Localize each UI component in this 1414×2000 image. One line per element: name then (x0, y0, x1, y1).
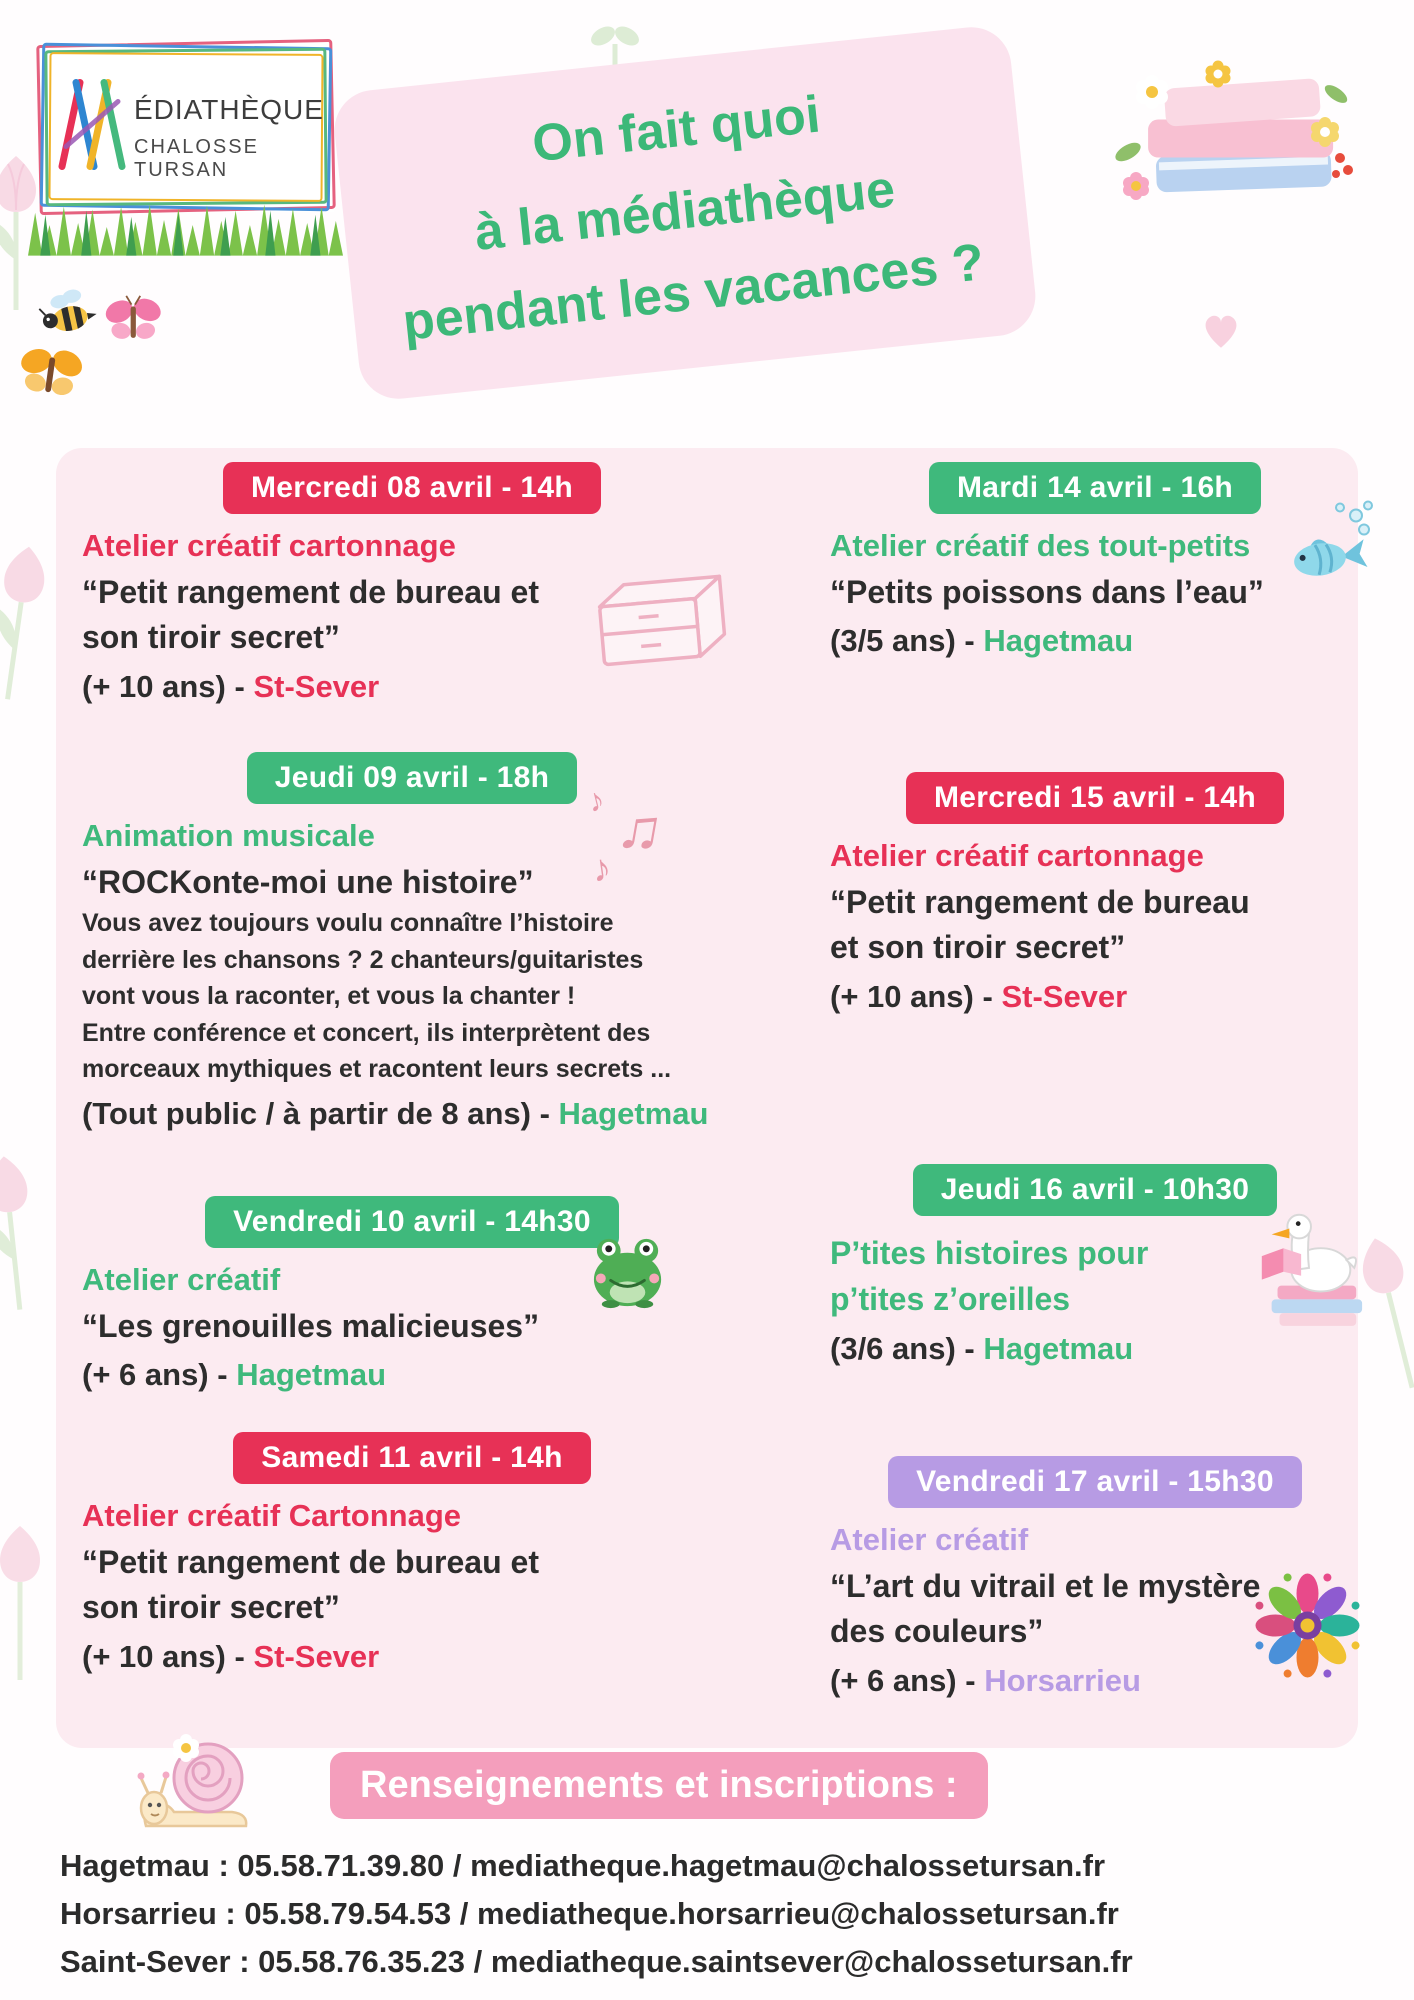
event-description-line: Vous avez toujours voulu connaître l’histoire (82, 909, 614, 938)
badge-row (82, 462, 742, 514)
music-notes-icon: ♪ ♫ ♪ (583, 780, 669, 892)
logo-text (134, 94, 334, 182)
event-date-badge: Vendredi 10 avril - 14h30 (205, 1196, 619, 1248)
drawer-icon (587, 562, 737, 680)
age-text: (+ 6 ans) - (830, 1662, 985, 1698)
event-category: Atelier créatif des tout-petits (830, 528, 1251, 563)
contact-line: Saint-Sever : 05.58.76.35.23 / mediatheque.saintsever@chalossetursan.fr (60, 1944, 1133, 1980)
butterfly-icon (100, 292, 170, 354)
event-title-line: “Petits poissons dans l’eau” (830, 574, 1264, 610)
stained-glass-mandala-icon (1250, 1568, 1365, 1683)
event-date-badge: Mercredi 15 avril - 14h (906, 772, 1284, 824)
event-category-line: p’tites z’oreilles (830, 1281, 1071, 1318)
event-age-location (82, 1639, 742, 1675)
logo-subtitle: CHALOSSE TURSAN (134, 136, 259, 181)
age-text: (+ 10 ans) - (82, 668, 254, 704)
event-title-line: “Les grenouilles malicieuses” (82, 1308, 540, 1344)
event-location: Hagetmau (983, 1330, 1134, 1366)
event-category: Atelier créatif (82, 1262, 281, 1297)
grass-icon (28, 194, 343, 256)
event-location: St-Sever (1001, 978, 1128, 1014)
event-age-location (830, 1331, 1360, 1367)
poster-title (331, 23, 1040, 403)
contact-block (60, 1842, 1133, 1986)
event-date-badge: Vendredi 17 avril - 15h30 (888, 1456, 1302, 1508)
event-category-line: P’tites histoires pour (830, 1235, 1149, 1271)
event-card-mercredi-15 (830, 772, 1360, 1015)
event-age-location (82, 1096, 742, 1132)
event-title-line: “Petit rangement de bureau et (82, 574, 539, 610)
poster-title-line: pendant les vacances ? (400, 233, 987, 353)
age-text: (+ 10 ans) - (830, 978, 1002, 1014)
age-text: (3/5 ans) - (830, 623, 984, 659)
event-title-line: des couleurs” (830, 1613, 1044, 1650)
event-category: Atelier créatif cartonnage (82, 528, 456, 563)
age-text: (3/6 ans) - (830, 1330, 984, 1366)
age-text: (+ 6 ans) - (82, 1357, 237, 1393)
event-card-jeudi-16 (830, 1164, 1360, 1367)
event-card-samedi-11 (82, 1432, 742, 1675)
tulip-decoration (0, 537, 60, 714)
snail-icon (128, 1728, 263, 1843)
event-card-mercredi-08 (82, 462, 742, 705)
event-title-line: son tiroir secret” (82, 1589, 340, 1626)
event-location: Hagetmau (558, 1095, 709, 1131)
age-text: (+ 10 ans) - (82, 1638, 254, 1674)
logo-m-icon (52, 74, 132, 174)
event-description-line: Entre conférence et concert, ils interprètent des (82, 1018, 651, 1047)
butterfly-icon (8, 337, 97, 415)
tulip-decoration (0, 1520, 50, 1690)
event-location: Hagetmau (236, 1357, 387, 1393)
event-card-vendredi-17 (830, 1456, 1360, 1699)
event-date-badge: Mardi 14 avril - 16h (929, 462, 1261, 514)
event-date-badge: Samedi 11 avril - 14h (233, 1432, 590, 1484)
event-category: Animation musicale (82, 818, 375, 853)
event-age-location (830, 623, 1360, 659)
event-description-line: derrière les chansons ? 2 chanteurs/guitaristes (82, 945, 644, 974)
bee-icon (31, 280, 107, 348)
logo-name: ÉDIATHÈQUE (134, 94, 324, 125)
event-title-line: “ROCKonte-moi une histoire” (82, 864, 534, 900)
event-description-line: morceaux mythiques et racontent leurs secrets ... (82, 1055, 672, 1084)
contact-line: Hagetmau : 05.58.71.39.80 / mediatheque.hagetmau@chalossetursan.fr (60, 1848, 1106, 1883)
poster-title-line: à la médiathèque (471, 160, 898, 263)
tulip-decoration (0, 1147, 51, 1322)
footer-heading: Renseignements et inscriptions : (330, 1752, 988, 1819)
event-location: St-Sever (253, 668, 380, 704)
age-text: (Tout public / à partir de 8 ans) - (82, 1095, 559, 1131)
event-category: Atelier créatif (830, 1522, 1029, 1557)
goose-reading-icon (1250, 1190, 1368, 1330)
event-title-line: “Petit rangement de bureau et (82, 1544, 539, 1580)
poster-title-line: On fait quoi (529, 85, 823, 174)
event-card-jeudi-09 (82, 752, 742, 1132)
event-location: Hagetmau (983, 623, 1134, 659)
fish-icon (1280, 498, 1375, 586)
event-location: Horsarrieu (984, 1662, 1141, 1698)
event-title-line: son tiroir secret” (82, 619, 340, 656)
badge-row (82, 1432, 742, 1484)
event-age-location (82, 1357, 742, 1393)
event-title-line: “Petit rangement de bureau (830, 884, 1250, 920)
heart-icon (1200, 312, 1242, 350)
event-title-line: “L’art du vitrail et le mystère (830, 1568, 1261, 1604)
mediatheque-logo (38, 42, 334, 212)
event-card-mardi-14 (830, 462, 1360, 659)
badge-row (830, 772, 1360, 824)
event-card-vendredi-10 (82, 1196, 742, 1393)
contact-line: Horsarrieu : 05.58.79.54.53 / mediatheque.horsarrieu@chalossetursan.fr (60, 1896, 1119, 1932)
frog-icon (587, 1234, 671, 1310)
event-age-location (830, 979, 1360, 1015)
event-location: St-Sever (253, 1638, 380, 1674)
event-title-line: et son tiroir secret” (830, 929, 1126, 966)
books-stack-icon (1100, 36, 1355, 211)
event-category: Atelier créatif Cartonnage (82, 1498, 461, 1533)
badge-row (830, 1456, 1360, 1508)
event-date-badge: Jeudi 09 avril - 18h (247, 752, 577, 804)
event-category: Atelier créatif cartonnage (830, 838, 1204, 873)
event-description-line: vont vous la raconter, et vous la chanter ! (82, 982, 576, 1011)
event-date-badge: Jeudi 16 avril - 10h30 (913, 1164, 1277, 1216)
event-date-badge: Mercredi 08 avril - 14h (223, 462, 601, 514)
